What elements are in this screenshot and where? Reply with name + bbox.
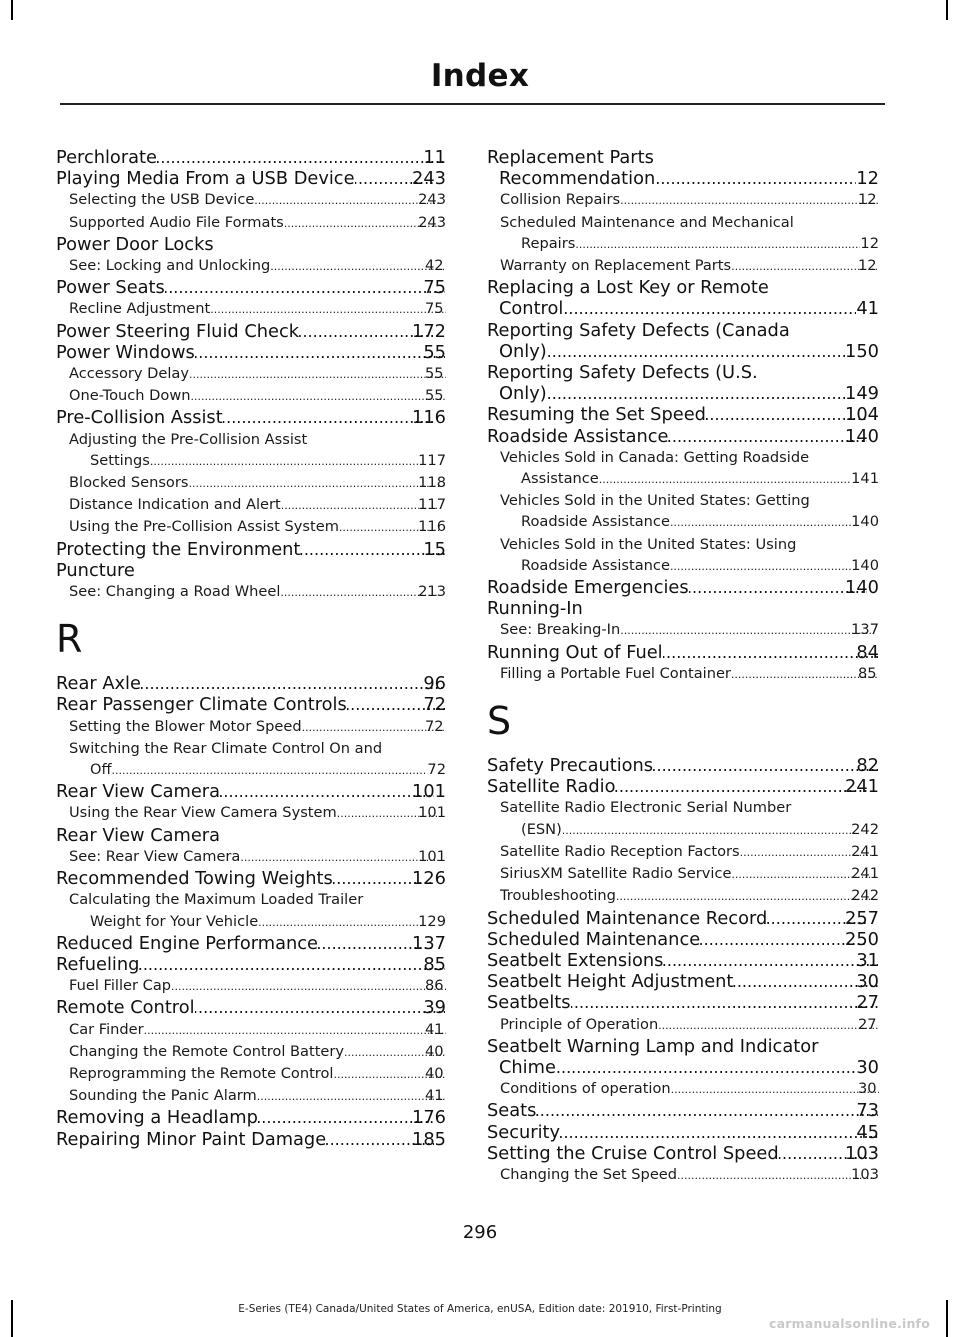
page-ref: 116 xyxy=(412,407,446,429)
index-subentry xyxy=(487,1164,879,1186)
dot-leader xyxy=(150,451,418,472)
entry-text-continued: Only) xyxy=(499,383,547,405)
entry-text: Puncture xyxy=(56,559,135,581)
entry-text: Roadside Emergencies xyxy=(487,577,689,599)
index-entry xyxy=(487,362,879,404)
dot-leader xyxy=(141,673,445,694)
entry-text: Safety Precautions xyxy=(487,755,654,777)
index-subentry: Car Finder ..... 41 xyxy=(56,1019,446,1041)
entry-text-continued: Only) xyxy=(499,340,547,362)
entry-text: Using the Pre-Collision Assist System xyxy=(69,518,339,536)
entry-text: Reprogramming the Remote Control xyxy=(69,1064,334,1082)
entry-text: Vehicles Sold in Canada: Getting Roadside xyxy=(500,448,810,466)
entry-text: One-Touch Down xyxy=(69,387,191,405)
dot-leader xyxy=(547,341,845,362)
index-subentry: Changing the Remote Control Battery ..... 40 xyxy=(56,1041,446,1063)
entry-text: Security xyxy=(487,1121,561,1143)
dot-leader xyxy=(536,1100,878,1121)
entry-text: See: Locking and Unlocking xyxy=(69,257,271,275)
dot-leader xyxy=(731,664,879,685)
entry-text: Power Steering Fluid Check xyxy=(56,320,300,342)
index-subentry xyxy=(56,212,446,234)
page-ref: 141 xyxy=(851,470,879,488)
dot-leader xyxy=(560,1122,878,1143)
dot-leader xyxy=(195,342,446,363)
index-entry xyxy=(56,1129,446,1150)
index-entry xyxy=(56,234,446,255)
entry-text-continued: (ESN) xyxy=(521,820,562,838)
entry-text: Power Seats xyxy=(56,277,165,299)
entry-text: Reduced Engine Performance xyxy=(56,932,318,954)
entry-continuation xyxy=(69,759,446,781)
entry-text-continued: Roadside Assistance xyxy=(521,556,670,574)
entry-text: Setting the Blower Motor Speed xyxy=(69,717,302,735)
index-entry xyxy=(56,321,446,342)
index-subentry xyxy=(56,472,446,494)
index-subentry xyxy=(56,581,446,603)
dot-leader xyxy=(668,426,867,447)
index-subentry xyxy=(487,534,879,577)
entry-continuation xyxy=(487,168,879,189)
entry-text: Setting the Cruise Control Speed xyxy=(487,1142,779,1164)
page-ref: 243 xyxy=(418,213,446,231)
entry-text: Rear Passenger Climate Controls xyxy=(56,694,347,716)
dot-leader xyxy=(616,886,872,907)
dot-leader xyxy=(562,820,851,841)
index-entry xyxy=(487,1122,879,1143)
page-ref: 15 xyxy=(423,538,446,560)
index-column-left xyxy=(56,147,446,1150)
page-ref: 137 xyxy=(851,621,879,639)
index-entry xyxy=(56,168,446,189)
index-entry xyxy=(487,598,879,619)
index-entry xyxy=(56,694,446,715)
dot-leader xyxy=(257,1086,446,1107)
entry-text: Roadside Assistance xyxy=(487,425,669,447)
entry-text: Collision Repairs xyxy=(500,191,621,209)
entry-text: Rear Axle xyxy=(56,673,141,695)
page-ref: 45 xyxy=(856,1121,879,1143)
index-entry xyxy=(487,320,879,362)
dot-leader xyxy=(556,1057,856,1078)
page-ref: 55 xyxy=(423,341,446,363)
dot-leader xyxy=(112,760,428,781)
index-subentry: One-Touch Down ..... 55 xyxy=(56,385,446,407)
index-subentry: Collision Repairs ..... 12 xyxy=(487,189,879,211)
entry-text: Refueling xyxy=(56,953,140,975)
index-subentry: Setting the Blower Motor Speed ..... 72 xyxy=(56,716,446,738)
index-entry xyxy=(56,407,446,428)
page-ref: 242 xyxy=(851,887,879,905)
entry-text-continued: Chime xyxy=(499,1056,556,1078)
index-subentry: Accessory Delay ..... 55 xyxy=(56,363,446,385)
page-ref: 104 xyxy=(845,404,879,426)
dot-leader xyxy=(240,847,439,868)
page-title: Index xyxy=(430,58,530,94)
index-subentry xyxy=(56,516,446,538)
entry-text: Changing the Remote Control Battery xyxy=(69,1042,345,1060)
index-entry xyxy=(487,1143,879,1164)
dot-leader xyxy=(671,1079,879,1100)
index-entry xyxy=(487,404,879,425)
index-entry xyxy=(487,992,879,1013)
entry-continuation xyxy=(69,450,446,472)
entry-text: Using the Rear View Camera System xyxy=(69,804,337,822)
dot-leader xyxy=(670,512,851,533)
page-ref: 101 xyxy=(418,847,446,865)
index-entry xyxy=(487,1100,879,1121)
index-subentry: See: Locking and Unlocking ..... 42 xyxy=(56,255,446,277)
entry-continuation xyxy=(500,233,879,255)
entry-text: Principle of Operation xyxy=(500,1015,659,1033)
dot-leader xyxy=(270,256,446,277)
page-ref: 243 xyxy=(418,191,446,209)
page-ref: 30 xyxy=(856,971,879,993)
index-entry xyxy=(487,950,879,971)
dot-leader xyxy=(599,469,851,490)
entry-text: Replacing a Lost Key or Remote xyxy=(487,277,769,299)
page-ref: 101 xyxy=(412,781,446,803)
entry-text-continued: Settings xyxy=(90,451,150,469)
index-subentry xyxy=(487,841,879,863)
page-ref: 12 xyxy=(860,234,879,252)
entry-text: Adjusting the Pre-Collision Assist xyxy=(69,430,308,448)
dot-leader xyxy=(195,997,446,1018)
page-ref: 140 xyxy=(851,556,879,574)
index-subentry xyxy=(487,619,879,641)
entry-continuation xyxy=(500,555,879,577)
index-entry xyxy=(487,929,879,950)
dot-leader xyxy=(615,776,867,797)
entry-text: Seatbelt Warning Lamp and Indicator xyxy=(487,1035,819,1057)
index-entry xyxy=(56,1107,446,1128)
page-ref: 250 xyxy=(845,928,879,950)
page-ref: 103 xyxy=(845,1142,879,1164)
entry-continuation xyxy=(69,911,446,933)
entry-text: Distance Indication and Alert xyxy=(69,496,281,514)
entry-continuation xyxy=(500,511,879,533)
entry-continuation xyxy=(487,383,879,404)
entry-text: See: Breaking-In xyxy=(500,621,621,639)
entry-text: Rear View Camera xyxy=(56,781,220,803)
dot-leader xyxy=(165,277,446,298)
entry-text: Power Windows xyxy=(56,341,195,363)
dot-leader xyxy=(689,577,867,598)
page-ref: 72 xyxy=(427,761,446,779)
entry-text: Seatbelt Extensions xyxy=(487,949,664,971)
entry-continuation xyxy=(500,468,879,490)
index-subentry: Conditions of operation ..... 30 xyxy=(487,1078,879,1100)
entry-continuation xyxy=(487,1057,879,1078)
page-ref: 103 xyxy=(851,1165,879,1183)
entry-text: Satellite Radio Electronic Serial Number xyxy=(500,799,792,817)
page-ref: 242 xyxy=(851,820,879,838)
page-ref: 27 xyxy=(856,992,879,1014)
index-entry xyxy=(56,933,446,954)
entry-text: Vehicles Sold in the United States: Getting xyxy=(500,492,810,510)
dot-leader xyxy=(547,383,845,404)
entry-text-continued: Repairs xyxy=(521,234,576,252)
index-entry xyxy=(487,755,879,776)
entry-text: Replacement Parts xyxy=(487,147,654,168)
index-entry xyxy=(56,997,446,1018)
page-ref: 140 xyxy=(845,425,879,447)
index-subentry xyxy=(56,889,446,932)
dot-leader xyxy=(254,190,439,211)
dot-leader xyxy=(210,299,446,320)
dot-leader xyxy=(620,190,879,211)
page-ref: 84 xyxy=(856,641,879,663)
entry-text: Scheduled Maintenance xyxy=(487,928,701,950)
entry-text: Satellite Radio Reception Factors xyxy=(500,842,740,860)
dot-leader xyxy=(191,386,446,407)
index-entry xyxy=(56,147,446,168)
entry-text: Sounding the Panic Alarm xyxy=(69,1087,257,1105)
entry-text: Perchlorate xyxy=(56,147,157,168)
entry-text: Reporting Safety Defects (U.S. xyxy=(487,362,758,384)
index-entry xyxy=(56,560,446,581)
entry-text-continued: Roadside Assistance xyxy=(521,513,670,531)
dot-leader xyxy=(663,950,878,971)
index-entry xyxy=(56,342,446,363)
dot-leader xyxy=(677,1165,872,1186)
page-ref: 116 xyxy=(418,518,446,536)
page-ref: 129 xyxy=(418,912,446,930)
page-ref: 85 xyxy=(423,953,446,975)
page-number: 296 xyxy=(462,1222,498,1243)
entry-text: Resuming the Set Speed xyxy=(487,404,706,426)
entry-text: Scheduled Maintenance Record xyxy=(487,907,768,929)
page-ref: 117 xyxy=(418,496,446,514)
entry-text: Playing Media From a USB Device xyxy=(56,168,355,190)
entry-text: Calculating the Maximum Loaded Trailer xyxy=(69,891,364,909)
index-entry xyxy=(56,673,446,694)
index-entry xyxy=(487,147,879,189)
dot-leader xyxy=(258,1107,434,1128)
entry-text: Filling a Portable Fuel Container xyxy=(500,664,731,682)
index-entry xyxy=(56,277,446,298)
entry-text: Seats xyxy=(487,1100,537,1122)
index-column-right xyxy=(487,147,879,1186)
dot-leader xyxy=(571,992,879,1013)
entry-text-continued: Recommendation xyxy=(499,168,656,190)
index-subentry xyxy=(487,447,879,490)
site-watermark: carmanualsonline.info xyxy=(768,1316,930,1331)
entry-text: Changing the Set Speed xyxy=(500,1165,678,1183)
index-subentry xyxy=(56,846,446,868)
crop-mark-top-right xyxy=(946,0,948,20)
dot-leader xyxy=(700,929,867,950)
index-subentry: Recline Adjustment ..... 75 xyxy=(56,298,446,320)
dot-leader xyxy=(188,473,439,494)
entry-continuation xyxy=(487,298,879,319)
page-ref: 185 xyxy=(412,1128,446,1150)
index-subentry: Filling a Portable Fuel Container ..... 85 xyxy=(487,663,879,685)
dot-leader xyxy=(658,1015,879,1036)
entry-text: Repairing Minor Paint Damage xyxy=(56,1128,327,1150)
page-ref: 117 xyxy=(418,451,446,469)
entry-text: Scheduled Maintenance and Mechanical xyxy=(500,213,794,231)
page-ref: 137 xyxy=(412,932,446,954)
index-entry xyxy=(487,971,879,992)
section-letter: R xyxy=(56,617,83,662)
entry-text: Recommended Towing Weights xyxy=(56,868,333,890)
dot-leader xyxy=(620,620,872,641)
index-subentry xyxy=(487,863,879,885)
index-entry xyxy=(56,539,446,560)
page-ref: 75 xyxy=(423,277,446,299)
dot-leader xyxy=(575,234,860,255)
entry-text: Seatbelts xyxy=(487,992,571,1014)
page-ref: 118 xyxy=(418,474,446,492)
dot-leader xyxy=(144,1020,446,1041)
page-ref: 241 xyxy=(851,865,879,883)
section-letter: S xyxy=(487,699,512,744)
index-subentry xyxy=(487,885,879,907)
dot-leader xyxy=(171,976,446,997)
page-ref: 172 xyxy=(412,320,446,342)
page-ref: 73 xyxy=(856,1100,879,1122)
entry-text: Remote Control xyxy=(56,997,195,1019)
entry-text: Satellite Radio xyxy=(487,776,616,798)
entry-text: Accessory Delay xyxy=(69,365,190,383)
index-entry xyxy=(487,277,879,319)
entry-text: Recline Adjustment xyxy=(69,300,211,318)
index-subentry: Fuel Filler Cap ..... 86 xyxy=(56,975,446,997)
entry-continuation xyxy=(500,819,879,841)
dot-leader xyxy=(139,954,445,975)
index-subentry xyxy=(56,738,446,781)
entry-text: See: Changing a Road Wheel xyxy=(69,583,281,601)
index-subentry xyxy=(56,429,446,472)
entry-text: Removing a Headlamp xyxy=(56,1107,258,1129)
entry-text: Pre-Collision Assist xyxy=(56,407,223,429)
dot-leader xyxy=(223,407,434,428)
page-ref: 140 xyxy=(851,513,879,531)
index-subentry: Reprogramming the Remote Control ..... 40 xyxy=(56,1063,446,1085)
entry-continuation xyxy=(487,341,879,362)
page-ref: 241 xyxy=(851,842,879,860)
entry-text: Car Finder xyxy=(69,1020,144,1038)
dot-leader xyxy=(189,364,446,385)
page-ref: 257 xyxy=(845,907,879,929)
page-ref: 140 xyxy=(845,577,879,599)
index-subentry xyxy=(487,797,879,840)
entry-text: Fuel Filler Cap xyxy=(69,977,172,995)
dot-leader xyxy=(706,404,867,425)
entry-text: Rear View Camera xyxy=(56,824,220,846)
entry-text: SiriusXM Satellite Radio Service xyxy=(500,865,732,883)
header-divider xyxy=(60,103,885,105)
entry-text: Vehicles Sold in the United States: Using xyxy=(500,535,797,553)
dot-leader xyxy=(653,755,878,776)
entry-text: See: Rear View Camera xyxy=(69,847,241,865)
entry-text: Protecting the Environment xyxy=(56,538,301,560)
dot-leader xyxy=(281,495,439,516)
crop-mark-top-left xyxy=(11,0,13,20)
index-entry xyxy=(487,426,879,447)
entry-text: Power Door Locks xyxy=(56,233,214,255)
index-subentry xyxy=(487,490,879,533)
page-ref: 150 xyxy=(845,340,879,362)
entry-text: Switching the Rear Climate Control On and xyxy=(69,739,383,757)
entry-text-continued: Off xyxy=(90,761,112,779)
index-entry xyxy=(487,908,879,929)
index-subentry xyxy=(56,189,446,211)
page-ref: 101 xyxy=(418,804,446,822)
dot-leader xyxy=(220,781,434,802)
dot-leader xyxy=(157,147,445,168)
index-entry xyxy=(487,642,879,663)
page-ref: 241 xyxy=(845,776,879,798)
page-ref: 39 xyxy=(423,997,446,1019)
page-ref: 11 xyxy=(423,147,446,168)
index-entry xyxy=(487,1036,879,1078)
dot-leader xyxy=(563,298,856,319)
page-ref: 126 xyxy=(412,868,446,890)
entry-text: Selecting the USB Device xyxy=(69,191,255,209)
page-ref: 31 xyxy=(856,949,879,971)
dot-leader xyxy=(663,642,879,663)
index-entry xyxy=(56,868,446,889)
dot-leader xyxy=(655,168,856,189)
entry-text-continued: Control xyxy=(499,298,564,320)
entry-text: Blocked Sensors xyxy=(69,474,189,492)
page-ref: 82 xyxy=(856,755,879,777)
dot-leader xyxy=(670,556,851,577)
edition-footer: E-Series (TE4) Canada/United States of America, enUSA, Edition date: 201910, First-Printing xyxy=(238,1303,722,1315)
page-ref: 41 xyxy=(856,298,879,320)
page-ref: 213 xyxy=(418,583,446,601)
page-ref: 96 xyxy=(423,673,446,695)
page-ref: 72 xyxy=(423,694,446,716)
entry-text: Warranty on Replacement Parts xyxy=(500,257,732,275)
page-ref: 30 xyxy=(856,1056,879,1078)
entry-text: Troubleshooting xyxy=(500,887,616,905)
index-entry xyxy=(56,781,446,802)
entry-text: Seatbelt Height Adjustment xyxy=(487,971,734,993)
page-ref: 243 xyxy=(412,168,446,190)
dot-leader xyxy=(284,213,439,234)
index-entry xyxy=(56,954,446,975)
page-ref: 12 xyxy=(856,168,879,190)
index-subentry: Sounding the Panic Alarm ..... 41 xyxy=(56,1085,446,1107)
entry-text-continued: Weight for Your Vehicle xyxy=(90,912,259,930)
entry-text: Supported Audio File Formats xyxy=(69,213,284,231)
dot-leader xyxy=(280,582,439,603)
index-subentry: Warranty on Replacement Parts ..... 12 xyxy=(487,255,879,277)
dot-leader xyxy=(258,912,418,933)
entry-text-continued: Assistance xyxy=(521,470,599,488)
page-ref: 149 xyxy=(845,383,879,405)
index-entry xyxy=(487,577,879,598)
entry-text: Running-In xyxy=(487,598,583,620)
entry-text: Running Out of Fuel xyxy=(487,641,663,663)
entry-text: Conditions of operation xyxy=(500,1080,671,1098)
dot-leader xyxy=(731,256,879,277)
index-subentry xyxy=(56,802,446,824)
index-entry xyxy=(56,825,446,846)
index-entry xyxy=(487,776,879,797)
index-subentry xyxy=(56,494,446,516)
page-ref: 176 xyxy=(412,1107,446,1129)
index-subentry xyxy=(487,212,879,255)
index-subentry: Principle of Operation ..... 27 xyxy=(487,1014,879,1036)
entry-text: Reporting Safety Defects (Canada xyxy=(487,319,790,341)
